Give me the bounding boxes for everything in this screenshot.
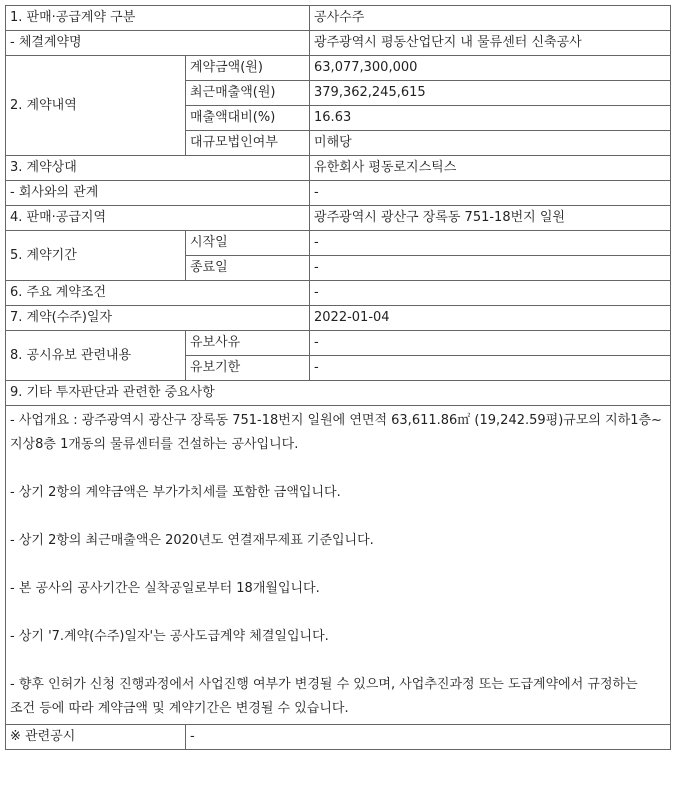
contract-type-label: 1. 판매·공급계약 구분: [6, 6, 310, 31]
recent-revenue-label: 최근매출액(원): [186, 81, 310, 106]
related-disclosure-value: -: [186, 725, 671, 750]
contract-type-value: 공사수주: [310, 6, 671, 31]
start-date-label: 시작일: [186, 231, 310, 256]
row-supply-region: [6, 206, 671, 231]
row-related-disclosure: [6, 725, 671, 750]
relationship-label: - 회사와의 관계: [6, 181, 310, 206]
recent-revenue-value: 379,362,245,615: [310, 81, 671, 106]
contract-details-label: 2. 계약내역: [6, 56, 186, 156]
main-terms-value: -: [310, 281, 671, 306]
relationship-value: -: [310, 181, 671, 206]
row-reservation-reason: [6, 331, 671, 356]
disclosure-document: [5, 5, 670, 750]
row-other-matters: [6, 381, 671, 406]
revenue-ratio-label: 매출액대비(%): [186, 106, 310, 131]
note-vat-included: - 상기 2항의 계약금액은 부가가치세를 포함한 금액입니다.: [10, 485, 341, 500]
large-corp-value: 미해당: [310, 131, 671, 156]
row-notes: [6, 406, 671, 725]
reservation-reason-label: 유보사유: [186, 331, 310, 356]
counterparty-value: 유한회사 평동로지스틱스: [310, 156, 671, 181]
revenue-ratio-value: 16.63: [310, 106, 671, 131]
contract-name-label: - 체결계약명: [6, 31, 310, 56]
end-date-value: -: [310, 256, 671, 281]
contract-date-label: 7. 계약(수주)일자: [6, 306, 310, 331]
reservation-reason-value: -: [310, 331, 671, 356]
note-contract-date: - 상기 '7.계약(수주)일자'는 공사도급계약 체결일입니다.: [10, 629, 329, 644]
contract-name-value: 광주광역시 평동산업단지 내 물류센터 신축공사: [310, 31, 671, 56]
row-relationship: [6, 181, 671, 206]
other-matters-label: 9. 기타 투자판단과 관련한 중요사항: [6, 381, 671, 406]
counterparty-label: 3. 계약상대: [6, 156, 310, 181]
contract-amount-label: 계약금액(원): [186, 56, 310, 81]
start-date-value: -: [310, 231, 671, 256]
related-disclosure-label: ※ 관련공시: [6, 725, 186, 750]
row-contract-type: [6, 6, 671, 31]
reservation-period-value: -: [310, 356, 671, 381]
notes-cell: [6, 406, 671, 725]
large-corp-label: 대규모법인여부: [186, 131, 310, 156]
supply-region-value: 광주광역시 광산구 장록동 751-18번지 일원: [310, 206, 671, 231]
note-business-overview: - 사업개요 : 광주광역시 광산구 장록동 751-18번지 일원에 연면적 63,611.86㎡ (19,242.59평)규모의 지하1층~지상8층 1개동의 물류센터를 건설하는 공사입니다.: [10, 413, 662, 452]
note-construction-period: - 본 공사의 공사기간은 실착공일로부터 18개월입니다.: [10, 581, 320, 596]
contract-amount-value: 63,077,300,000: [310, 56, 671, 81]
contract-date-value: 2022-01-04: [310, 306, 671, 331]
contract-period-label: 5. 계약기간: [6, 231, 186, 281]
row-main-terms: [6, 281, 671, 306]
row-contract-name: [6, 31, 671, 56]
main-terms-label: 6. 주요 계약조건: [6, 281, 310, 306]
supply-region-label: 4. 판매·공급지역: [6, 206, 310, 231]
note-may-change: - 향후 인허가 신청 진행과정에서 사업진행 여부가 변경될 수 있으며, 사업추진과정 또는 도급계약에서 규정하는 조건 등에 따라 계약금액 및 계약기간은 변경될 수 있습니다.: [10, 677, 638, 716]
end-date-label: 종료일: [186, 256, 310, 281]
contract-disclosure-table: [5, 5, 671, 750]
row-start-date: [6, 231, 671, 256]
note-revenue-basis: - 상기 2항의 최근매출액은 2020년도 연결재무제표 기준입니다.: [10, 533, 374, 548]
row-contract-amount: [6, 56, 671, 81]
row-contract-date: [6, 306, 671, 331]
reservation-period-label: 유보기한: [186, 356, 310, 381]
row-counterparty: [6, 156, 671, 181]
disclosure-reservation-label: 8. 공시유보 관련내용: [6, 331, 186, 381]
